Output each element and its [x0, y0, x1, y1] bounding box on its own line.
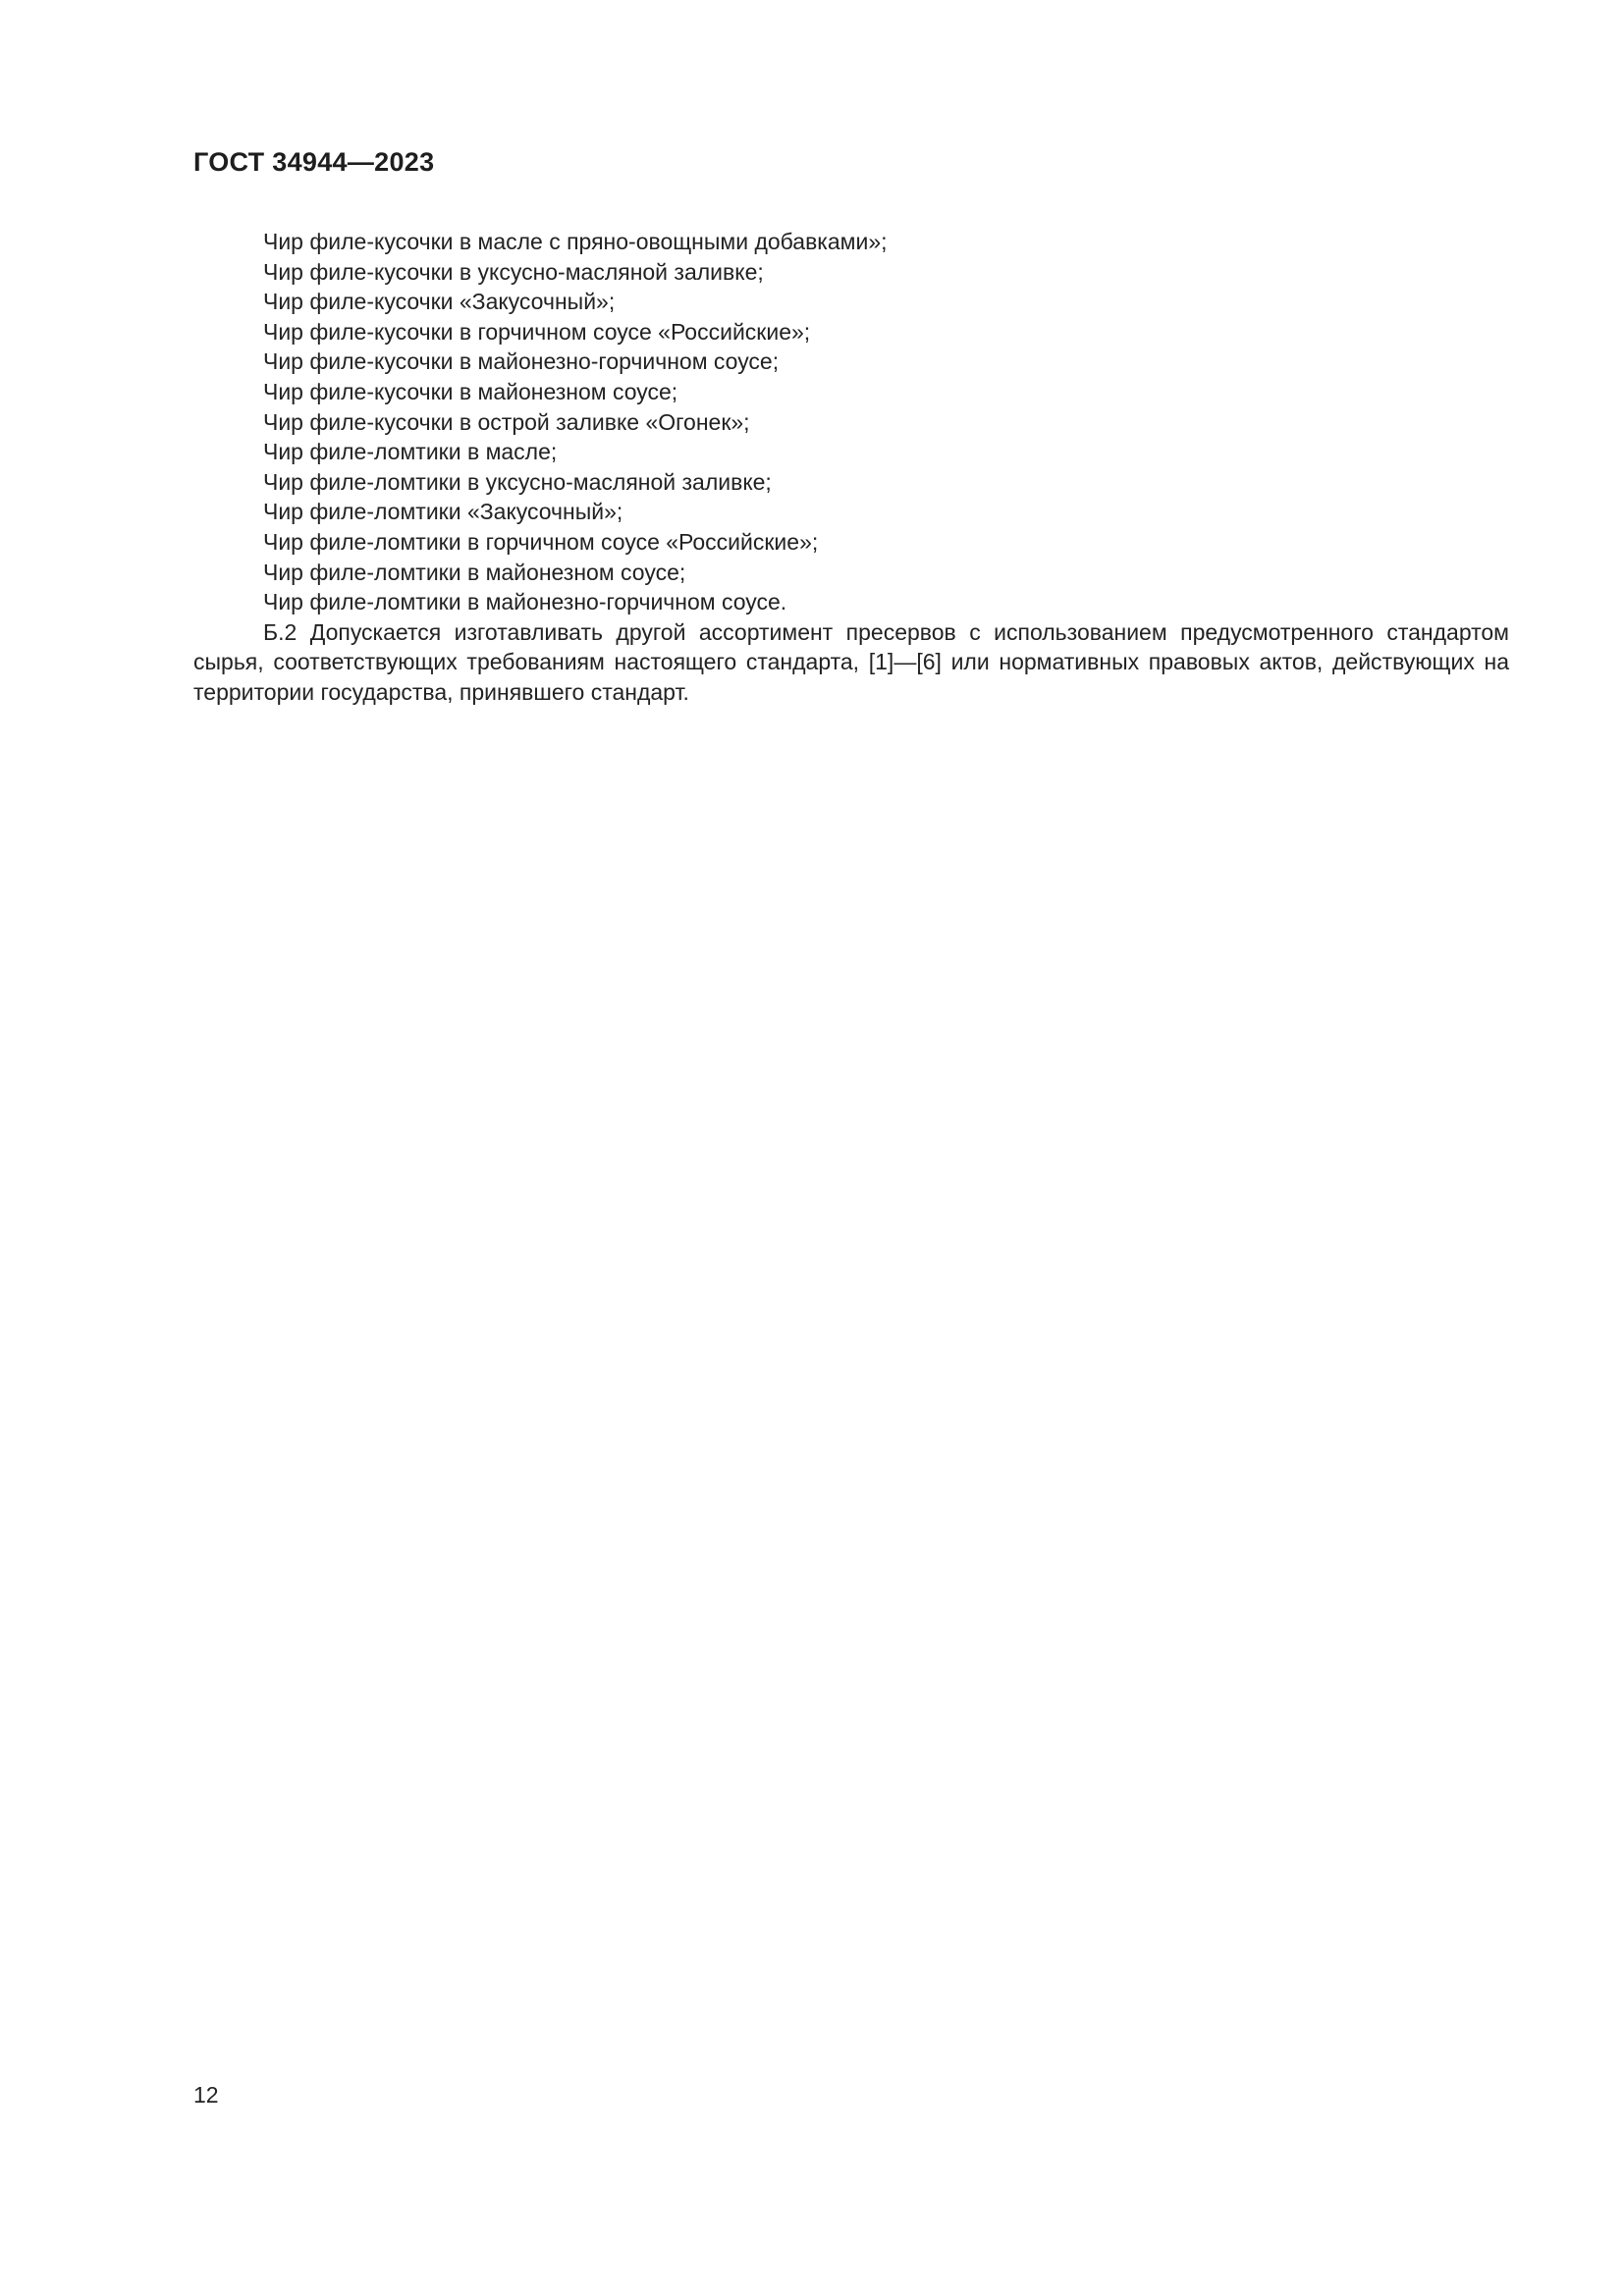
list-item: Чир филе-ломтики в уксусно-масляной заливке; — [263, 468, 772, 495]
list-item: Чир филе-кусочки в горчичном соусе «Российские»; — [263, 318, 811, 345]
list-item: Чир филе-кусочки «Закусочный»; — [263, 289, 616, 315]
paragraph-b2: Б.2 Допускается изготавливать другой ассортимент пресервов с использованием предусмотренного стандартом сырья, соответствующих требованиям настоящего стандарта, [1]—[6] или нормативных правовых актов, действующих на территории государства, принявшего стандарт. — [193, 618, 1509, 705]
list-item: Чир филе-кусочки в майонезном соусе; — [263, 378, 678, 404]
list-item: Чир филе-ломтики в горчичном соусе «Российские»; — [263, 528, 819, 555]
list-item: Чир филе-ломтики «Закусочный»; — [263, 499, 623, 525]
list-item: Чир филе-кусочки в острой заливке «Огонек»; — [263, 408, 750, 435]
list-item: Чир филе-кусочки в майонезно-горчичном соусе; — [263, 348, 780, 375]
document-body — [193, 227, 1509, 708]
list-item: Чир филе-ломтики в майонезном соусе; — [263, 559, 686, 585]
list-item: Чир филе-ломтики в масле; — [263, 439, 558, 465]
standard-header: ГОСТ 34944—2023 — [193, 147, 435, 177]
list-item: Чир филе-кусочки в уксусно-масляной заливке; — [263, 258, 764, 285]
list-item: Чир филе-кусочки в масле с пряно-овощными добавками»; — [263, 229, 888, 254]
list-item: Чир филе-ломтики в майонезно-горчичном соусе. — [263, 589, 787, 615]
page-number: 12 — [193, 2082, 219, 2108]
